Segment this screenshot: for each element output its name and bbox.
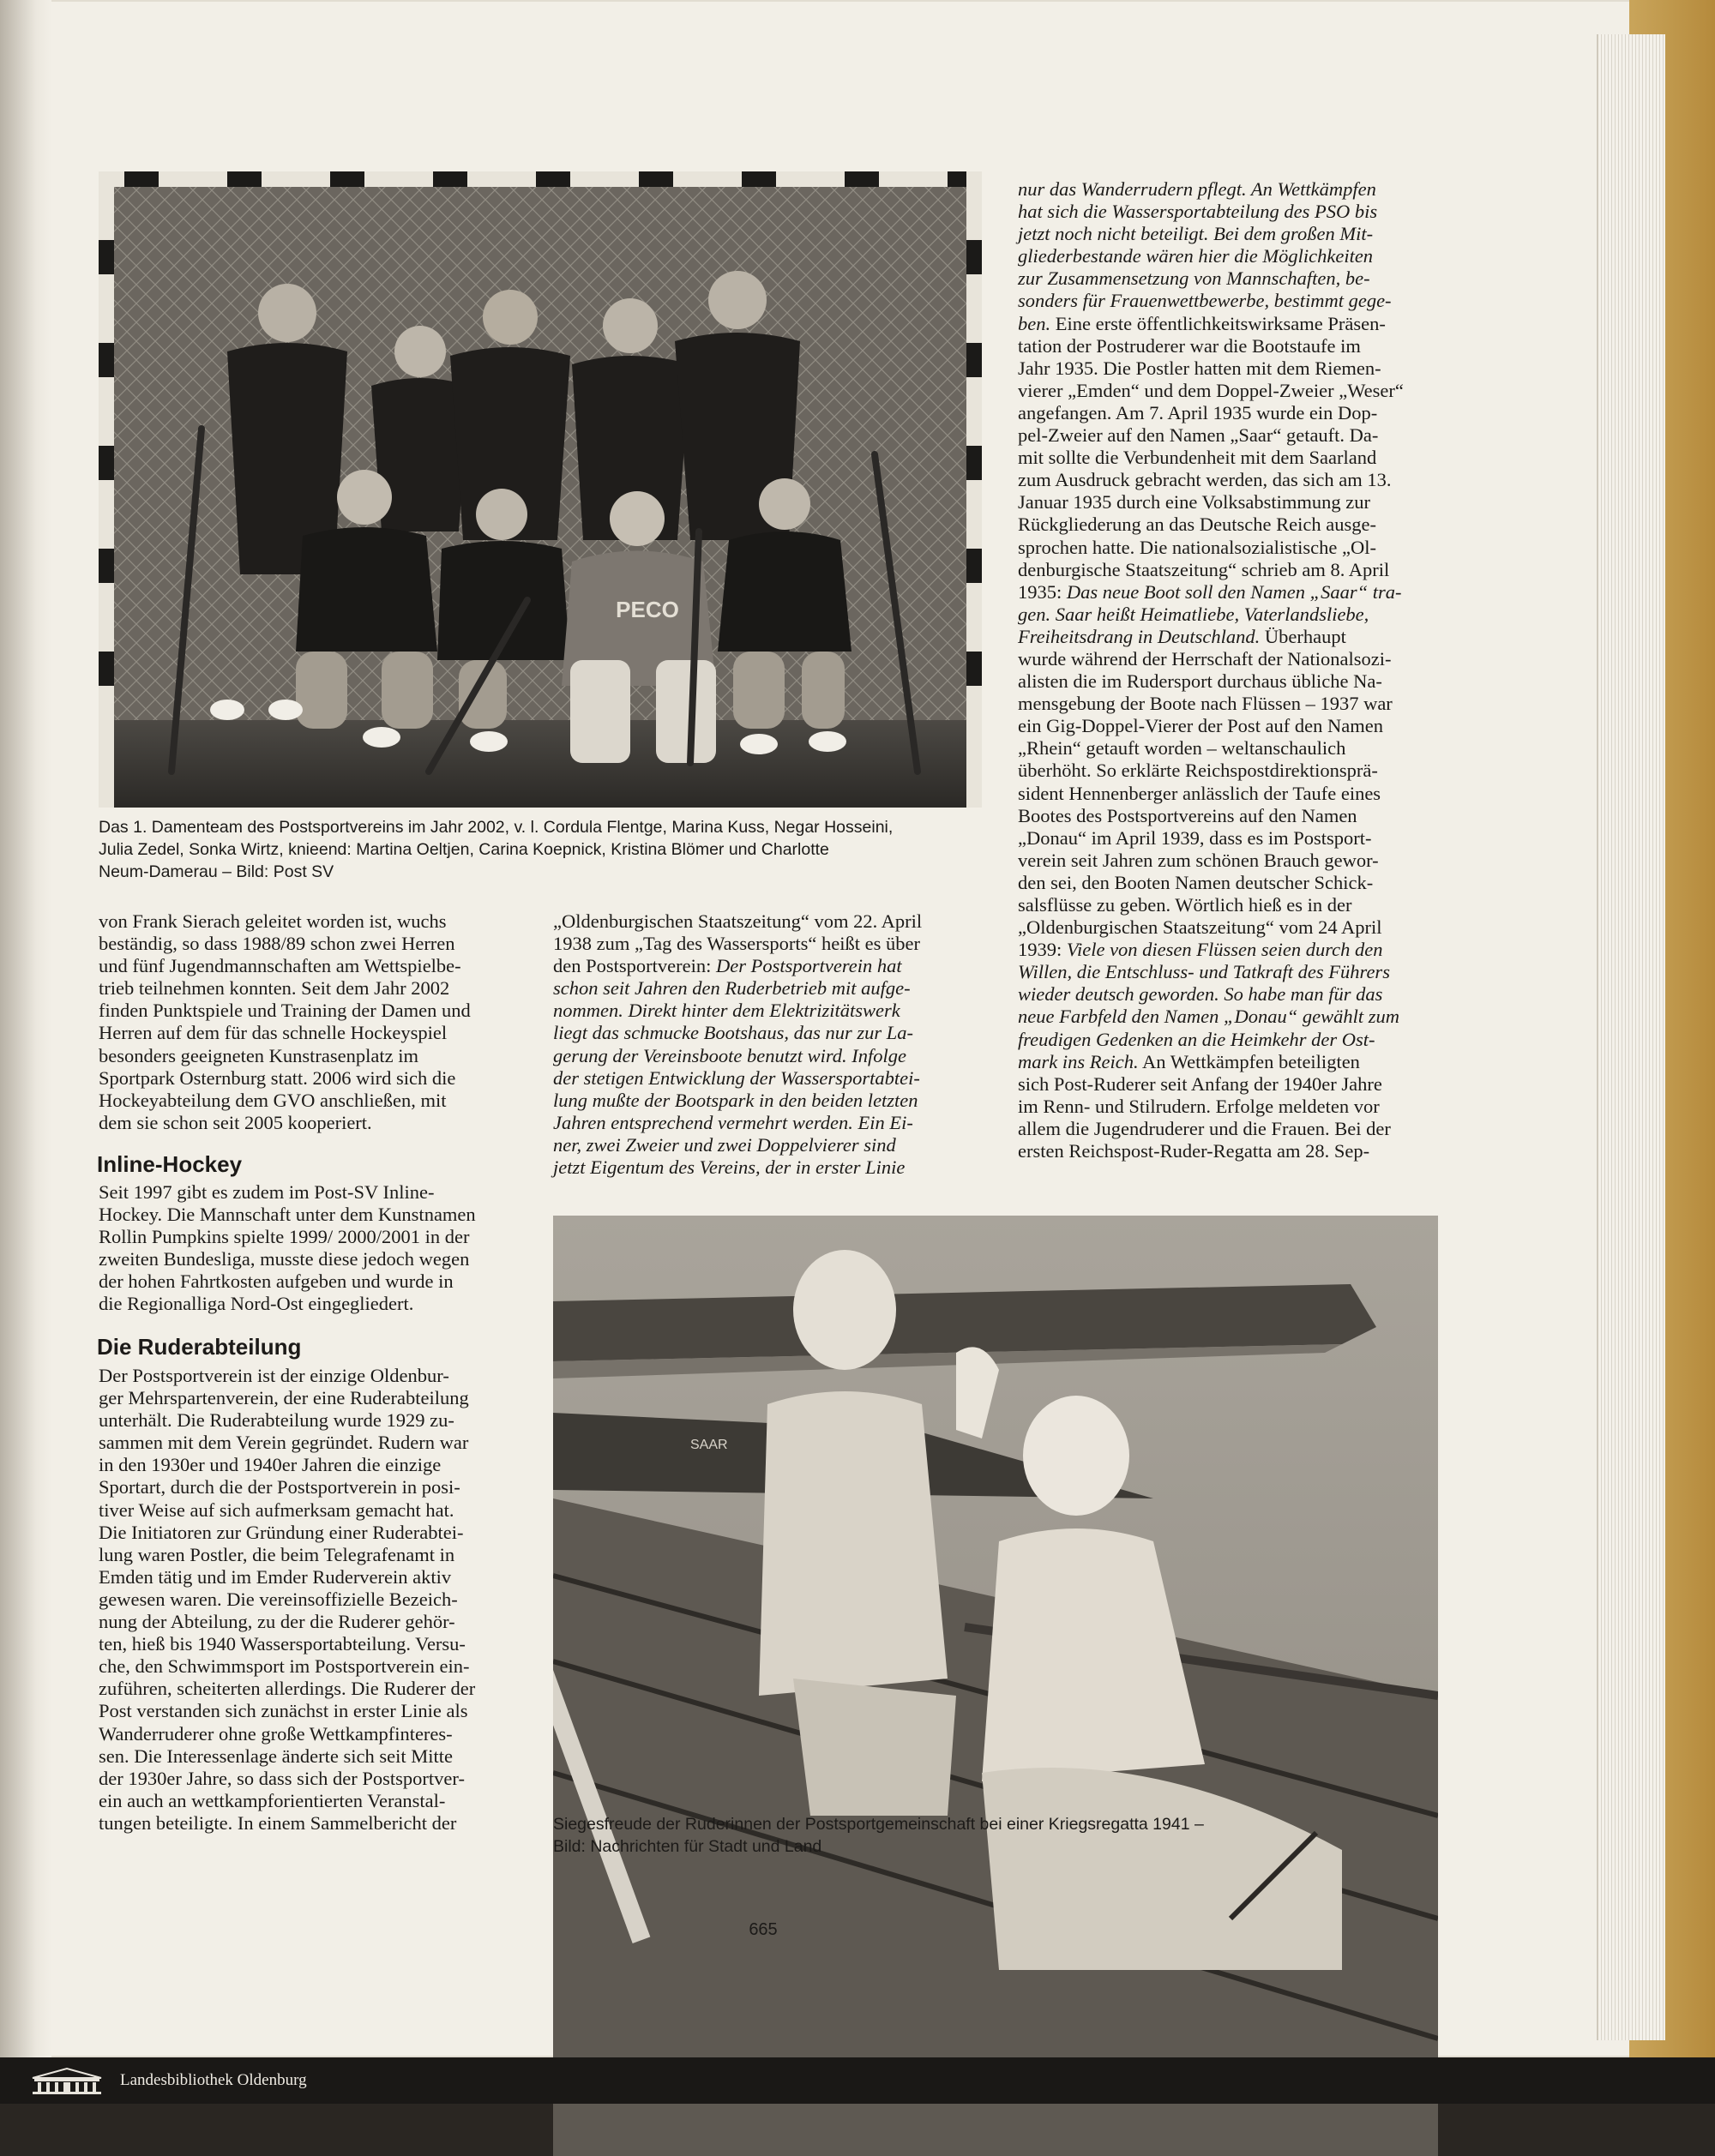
body-text: An Wettkämpfen beteiligten sich Post-Ruderer seit Anfang der 1940er Jahre im Renn- und Stilrudern. Erfolge meldeten vor allem die Jugendruderer und die Frauen. Bei der ersten Reichspost-Ruder-Regatta am 28. Sep- — [1018, 1050, 1391, 1162]
body-text: Eine erste öffentlichkeitswirksame Präsen- tation der Postruderer war die Bootstaufe im Jahr 1935. Die Postler hatten mit dem Riemen- vierer „Emden“ und dem Doppel-Zweier „Weser“ angefangen. Am 7. April 1935 wurde ein Dop- pel-Zweier auf den Namen „Saar“ getauft. Da- mit sollte die Verbundenheit mit dem Saarland zum Ausdruck gebracht werden, das sich am 13. Januar 1935 durch eine Volksabstimmung zur Rückgliederung an das Deutsche Reich ausge- sprochen hatte. Die nationalsozialistische „Ol- denburgische Staatszeitung“ schrieb am 8. April 1935: — [1018, 312, 1404, 603]
caption-line: Julia Zedel, Sonka Wirtz, knieend: Martina Oeltjen, Carina Koepnick, Kristina Blömer und Charlotte — [99, 840, 829, 859]
rowing-caption — [553, 1813, 1445, 1858]
ruderabteilung-heading: Die Ruderabteilung — [97, 1334, 302, 1360]
caption-line: Neum-Damerau – Bild: Post SV — [99, 862, 334, 881]
hockey-continuation-text: von Frank Sierach geleitet worden ist, wuchs beständig, so dass 1988/89 schon zwei Herren und fünf Jugendmannschaften am Wettspielbe- trieb teilnehmen konnten. Seit dem Jahr 2002 finden Punktspiele und Training der Damen und Herren auf dem für das schnelle Hockeyspiel besonders geeigneten Kunstrasenplatz im Sportpark Osternburg statt. 2006 wird sich die Hockeyabteilung dem GVO anschließen, mit dem sie schon seit 2005 kooperiert. — [99, 910, 471, 1133]
book-gutter — [0, 0, 51, 2057]
staatszeitung-column — [553, 910, 980, 1179]
inline-hockey-heading: Inline-Hockey — [97, 1151, 243, 1177]
quoted-text: nur das Wanderrudern pflegt. An Wettkämpfen hat sich die Wassersportabteilung des PSO bis jetzt noch nicht beteiligt. Bei dem großen Mit- gliederbestande wären hier die Möglichkeiten zur Zusammensetzung von Mannschaften, be- sonders für Frauenwettbewerbe, bestimmt gege- ben. — [1018, 178, 1392, 334]
body-text: Überhaupt wurde während der Herrschaft der Nationalsozi- alisten die im Rudersport durchaus übliche Na- mensgebung der Boote nach Flüssen – 1937 war ein Gig-Doppel-Vierer der Post auf den Namen „Rhein“ getauft worden – weltanschaulich überhöht. So erklärte Reichspostdirektionsprä- sident Hennenberger anlässlich der Taufe eines Bootes des Postsportvereins auf den Namen „Donau“ im April 1939, dass es im Postsport- verein seit Jahren zum schönen Brauch gewor- den sei, den Booten Namen deutscher Schick- salsflüsse zu geben. Wörtlich hieß es in der „Oldenburgischen Staatszeitung“ vom 24 April 1939: — [1018, 625, 1393, 961]
ruderabteilung-text: Der Postsportverein ist der einzige Oldenbur- ger Mehrspartenverein, der eine Ruderabteilung unterhält. Die Ruderabteilung wurde 1929 zu- sammen mit dem Verein gegründet. Rudern war in den 1930er und 1940er Jahren die einzige Sportart, durch die der Postsportverein in posi- tiver Weise auf sich aufmerksam gemacht hat. Die Initiatoren zur Gründung einer Ruderabtei- lung waren Postler, die beim Telegrafenamt in Emden tätig und im Emder Ruderverein aktiv gewesen waren. Die vereinsoffizielle Bezeich- nung der Abteilung, zu der die Ruderer gehör- ten, hieß bis 1940 Wassersportabteilung. Versu- che, den Schwimmsport im Postsportverein ein- zuführen, scheiterten allerdings. Die Ruderer der Post verstanden sich zunächst in erster Linie als Wanderruderer ohne große Wettkampfinteres- sen. Die Interessenlage änderte sich seit Mitte der 1930er Jahre, so dass sich der Postsportver- ein auch an wettkampforientierten Veranstal- tungen beteiligte. In einem Sammelbericht der — [99, 1365, 476, 1834]
boat-name-text: SAAR — [690, 1438, 728, 1452]
hockey-team-photo — [99, 171, 982, 808]
quoted-text: Der Postsportverein hat schon seit Jahren den Ruderbetrieb mit aufge- nommen. Direkt hinter dem Elektrizitätswerk liegt das schmucke Bootshaus, das nur zur La- gerung der Vereinsboote benutzt wird. Infolge der stetigen Entwicklung der Wassersportabtei- lung mußte der Bootspark in den beiden letzten Jahren entsprechend vermehrt werden. Ein Ei- ner, zwei Zweier und zwei Doppelvierer sind jetzt Eigentum des Vereins, der in erster Linie — [553, 955, 920, 1179]
rowing-photo-image — [553, 1216, 1438, 2156]
page-edges — [1597, 34, 1665, 2040]
library-building-icon — [29, 2066, 105, 2095]
hockey-photo-caption — [99, 816, 990, 883]
quoted-text: Das neue Boot soll den Namen „Saar“ tra- gen. Saar heißt Heimatliebe, Vaterlandsliebe, Freiheitsdrang in Deutschland. — [1018, 580, 1402, 647]
goalie-jersey-text: PECO — [616, 597, 679, 622]
library-name: Landesbibliothek Oldenburg — [120, 2071, 307, 2089]
inline-hockey-text: Seit 1997 gibt es zudem im Post-SV Inline- Hockey. Die Mannschaft unter dem Kunstnamen Rollin Pumpkins spielte 1999/ 2000/2001 in der zweiten Bundesliga, musste diese jedoch wegen der hohen Fahrtkosten aufgeben und wurde in die Regionalliga Nord-Ost eingegliedert. — [99, 1181, 476, 1315]
page-number: 665 — [749, 1920, 778, 1939]
caption-line: Das 1. Damenteam des Postsportvereins im Jahr 2002, v. l. Cordula Flentge, Marina Kuss, Negar Hosseini, — [99, 818, 894, 837]
rowing-photo-image-wrap — [553, 1216, 1438, 2156]
body-text: „Oldenburgischen Staatszeitung“ vom 22. April 1938 zum „Tag des Wassersports“ heißt es über den Postsportverein: — [553, 910, 923, 977]
rowing-history-column — [1018, 178, 1450, 1162]
caption-line: Siegesfreude der Ruderinnen der Postsportgemeinschaft bei einer Kriegsregatta 1941 – — [553, 1815, 1204, 1834]
hockey-team-photo-image — [99, 171, 982, 808]
caption-line: Bild: Nachrichten für Stadt und Land — [553, 1837, 822, 1856]
quoted-text: Viele von diesen Flüssen seien durch den Willen, die Entschluss- und Tatkraft des Führers wieder deutsch geworden. So habe man für das neue Farbfeld den Namen „Donau“ gewählt zum freudigen Gedenken an die Heimkehr der Ost- mark ins Reich. — [1018, 939, 1399, 1072]
